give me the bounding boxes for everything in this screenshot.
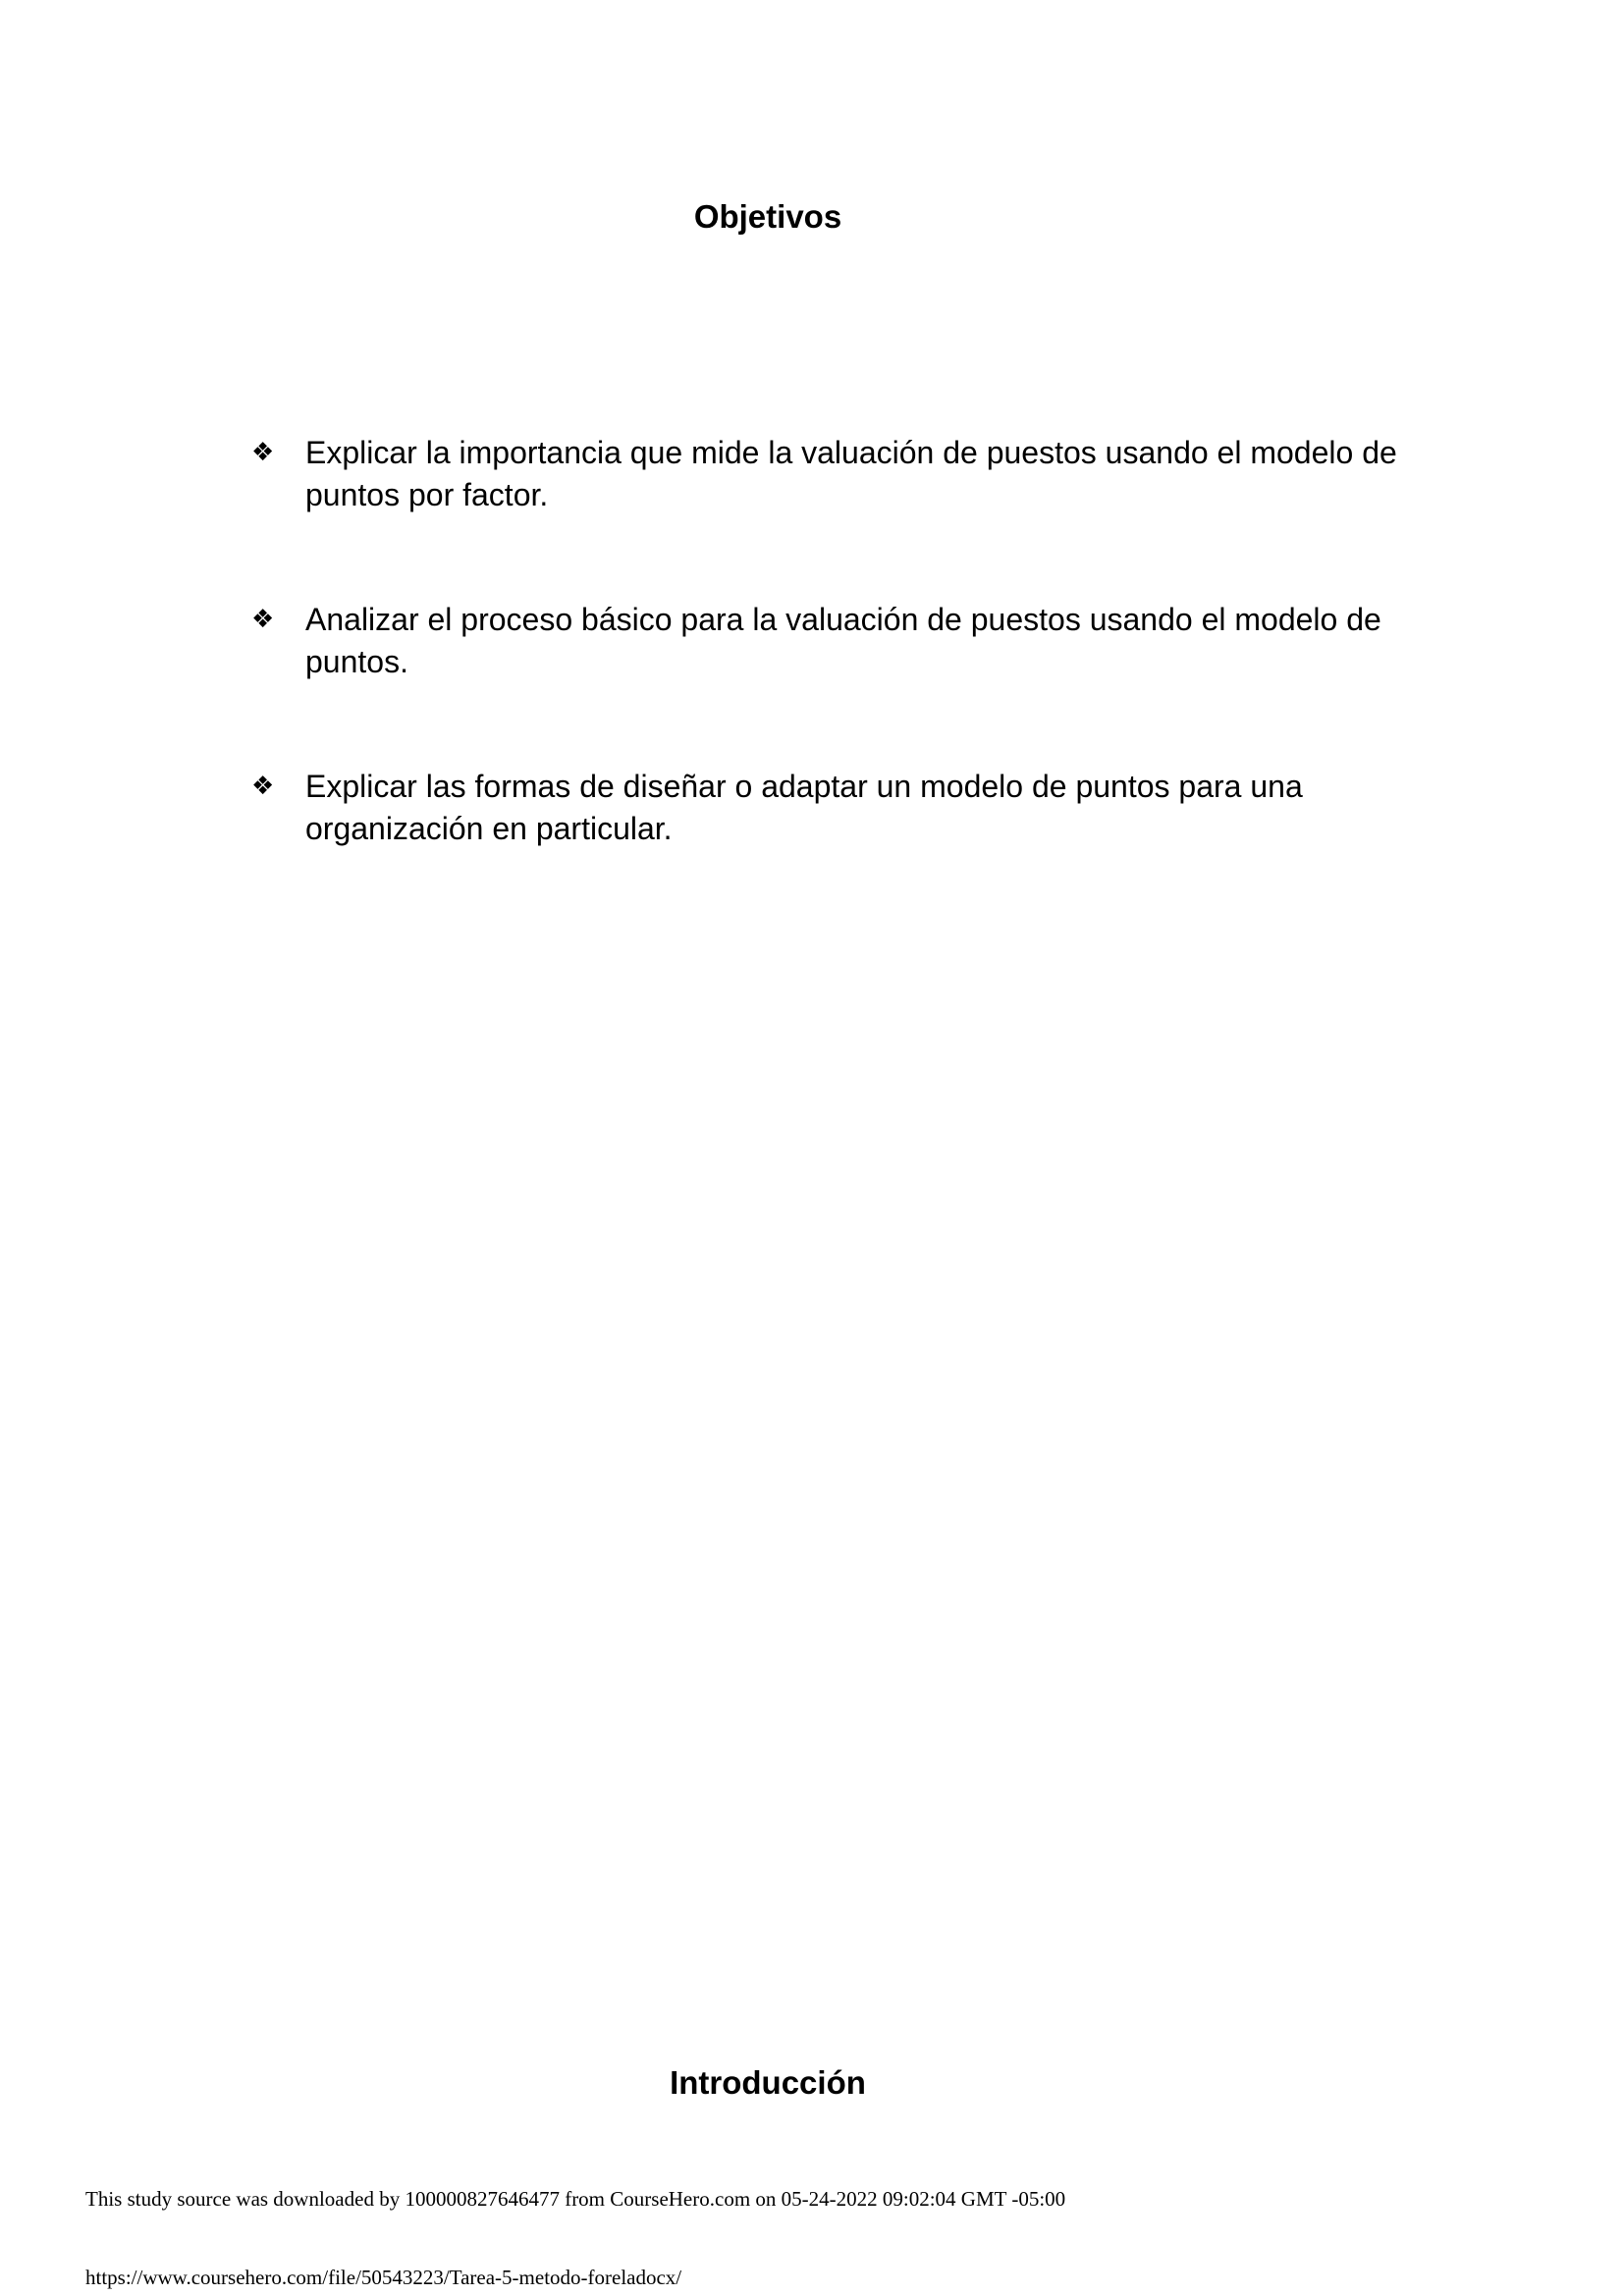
section-heading-introduccion: Introducción (670, 2064, 866, 2101)
diamond-bullet-icon: ❖ (251, 772, 275, 801)
diamond-bullet-icon: ❖ (251, 605, 275, 634)
download-notice: This study source was downloaded by 100000827646477 from CourseHero.com on 05-24-2022 09:02:04 GMT -05:00 (85, 2187, 1066, 2211)
page-title: Objetivos (693, 198, 842, 235)
objective-text: Explicar las formas de diseñar o adaptar un modelo de puntos para una organización en particular. (305, 769, 1303, 846)
source-url[interactable]: https://www.coursehero.com/file/50543223/Tarea-5-metodo-foreladocx/ (85, 2266, 682, 2289)
objective-text: Analizar el proceso básico para la valuación de puestos usando el modelo de puntos. (305, 602, 1381, 679)
diamond-bullet-icon: ❖ (251, 438, 275, 467)
objective-text: Explicar la importancia que mide la valuación de puestos usando el modelo de puntos por factor. (305, 435, 1397, 512)
